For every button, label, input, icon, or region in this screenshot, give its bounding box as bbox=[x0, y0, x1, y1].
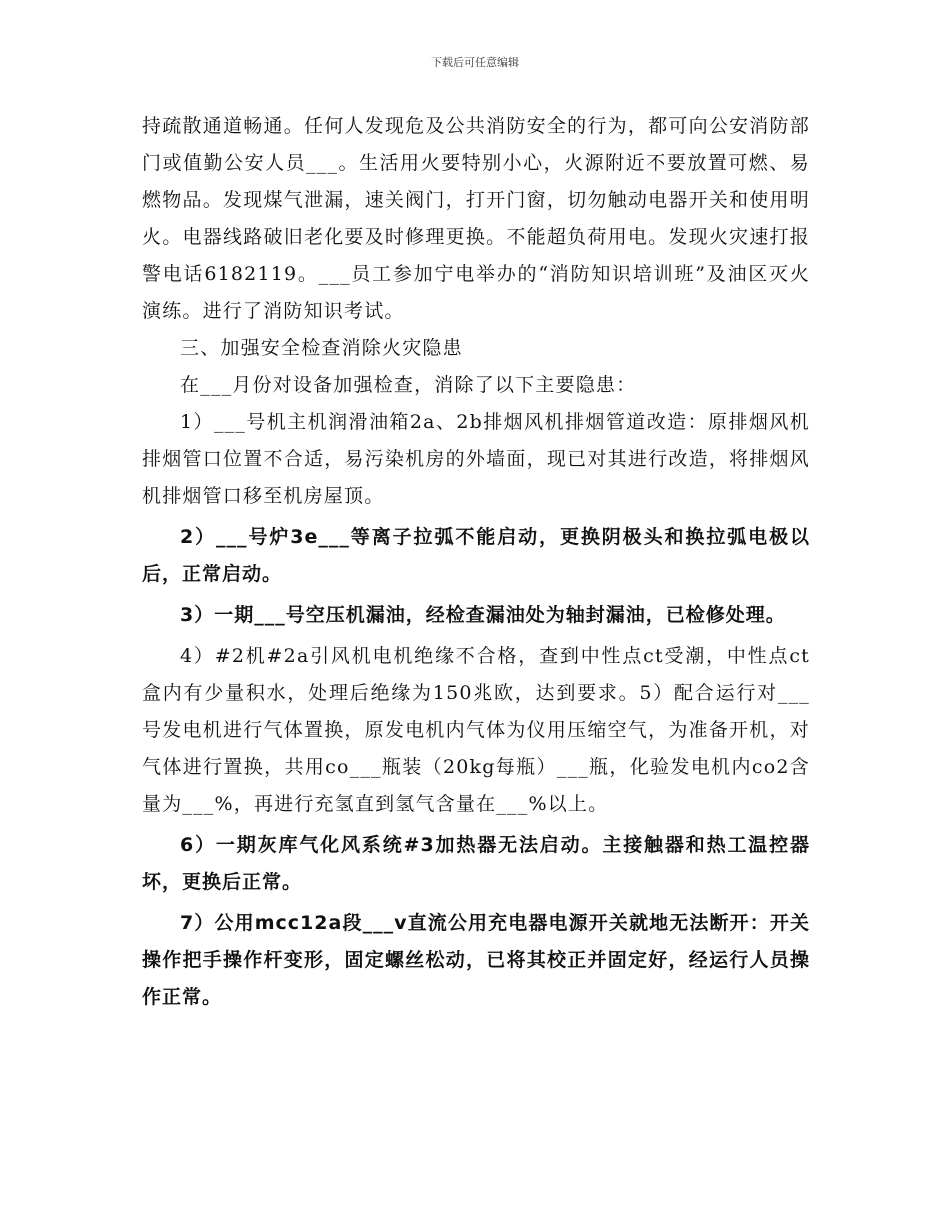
paragraph-inspection-intro: 在___月份对设备加强检查，消除了以下主要隐患： bbox=[180, 374, 637, 396]
document-body bbox=[142, 108, 810, 1016]
list-item-2: 2）___号炉3e___等离子拉弧不能启动，更换阴极头和换拉弧电极以后，正常启动。 bbox=[142, 526, 810, 585]
section-heading-safety-inspection: 三、加强安全检查消除火灾隐患 bbox=[180, 337, 463, 359]
list-item-4-5: 4）#2机#2a引风机电机绝缘不合格，查到中性点ct受潮，中性点ct盒内有少量积水，处理后绝缘为150兆欧，达到要求。5）配合运行对___号发电机进行气体置换，原发电机内气体为仪用压缩空气，为准备开机，对气体进行置换，共用co___瓶装（20kg每瓶）___瓶，化验发电机内co2含量为___%，再进行充氢直到氢气含量在___%以上。 bbox=[142, 645, 810, 815]
list-item-6: 6）一期灰库气化风系统#3加热器无法启动。主接触器和热工温控器坏，更换后正常。 bbox=[142, 834, 810, 893]
list-item-1: 1）___号机主机润滑油箱2a、2b排烟风机排烟管道改造：原排烟风机排烟管口位置不合适，易污染机房的外墙面，现已对其进行改造，将排烟风机排烟管口移至机房屋顶。 bbox=[142, 411, 810, 507]
list-item-7: 7）公用mcc12a段___v直流公用充电器电源开关就地无法断开：开关操作把手操作杆变形，固定螺丝松动，已将其校正并固定好，经运行人员操作正常。 bbox=[142, 912, 810, 1008]
list-item-3: 3）一期___号空压机漏油，经检查漏油处为轴封漏油，已检修处理。 bbox=[180, 604, 786, 626]
page-header: 下载后可任意编辑 bbox=[431, 56, 519, 69]
paragraph-fire-safety-rules: 持疏散通道畅通。任何人发现危及公共消防安全的行为，都可向公安消防部门或值勤公安人员___。生活用火要特别小心，火源附近不要放置可燃、易燃物品。发现煤气泄漏，速关阀门，打开门窗，切勿触动电器开关和使用明火。电器线路破旧老化要及时修理更换。不能超负荷用电。发现火灾速打报警电话6182119。___员工参加宁电举办的“消防知识培训班”及油区灭火演练。进行了消防知识考试。 bbox=[142, 115, 810, 322]
